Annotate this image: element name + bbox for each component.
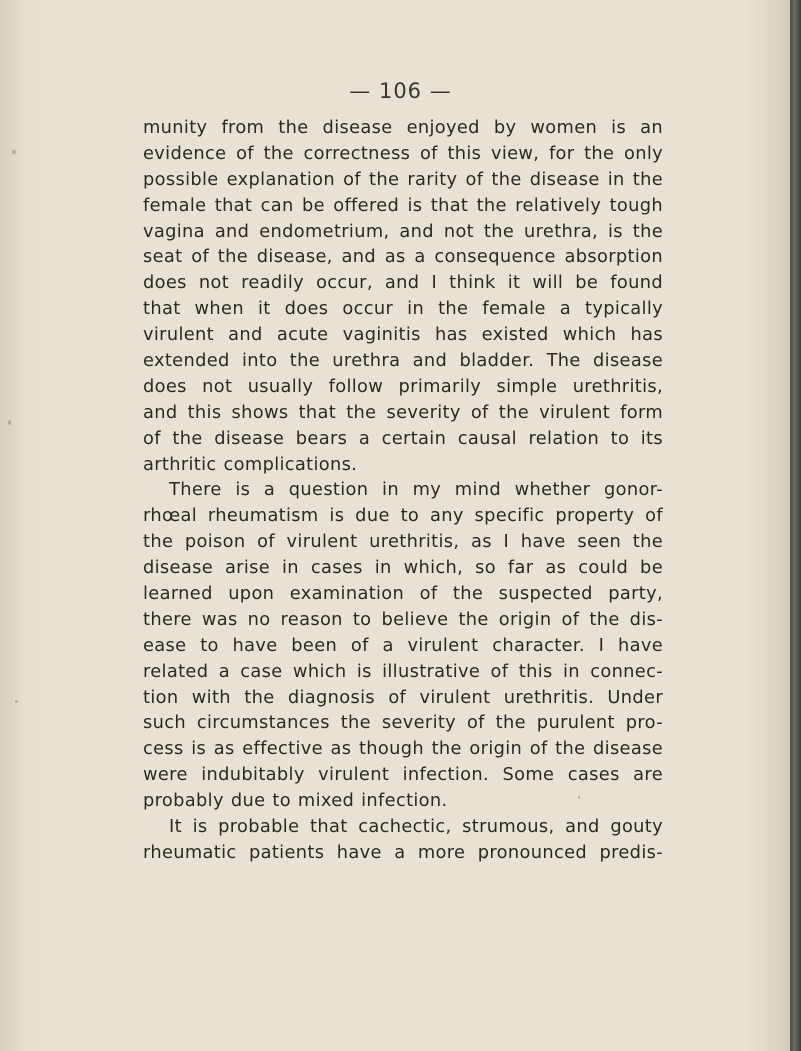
text-line: tion with the diagnosis of virulent urethritis. Under xyxy=(143,686,663,708)
text-line: does not usually follow primarily simple urethritis, xyxy=(143,375,663,397)
text-line-paragraph-start: There is a question in my mind whether gonor- xyxy=(169,479,663,501)
text-line: ease to have been of a virulent character. I have xyxy=(143,634,663,656)
text-line: the poison of virulent urethritis, as I have seen the xyxy=(143,531,663,553)
paper-speck xyxy=(12,150,16,154)
text-line: were indubitably virulent infection. Some cases are xyxy=(143,764,663,786)
text-line: female that can be offered is that the relatively tough xyxy=(143,194,663,216)
page-number: — 106 — xyxy=(349,79,452,103)
text-line-paragraph-end: arthritic complications. xyxy=(143,453,358,475)
text-line: related a case which is illustrative of this in connec- xyxy=(143,660,663,682)
page-left-edge xyxy=(0,0,22,1051)
text-line-paragraph-end: probably due to mixed infection. xyxy=(143,790,448,812)
text-line: does not readily occur, and I think it will be found xyxy=(143,272,663,294)
text-line: seat of the disease, and as a consequence absorption xyxy=(143,246,663,268)
text-line: virulent and acute vaginitis has existed which has xyxy=(143,324,663,346)
text-line: and this shows that the severity of the virulent form xyxy=(143,401,663,423)
text-line: rheumatic patients have a more pronounced predis- xyxy=(143,841,663,863)
text-line: extended into the urethra and bladder. The disease xyxy=(143,350,663,372)
text-line: that when it does occur in the female a typically xyxy=(143,298,663,320)
text-line: of the disease bears a certain causal relation to its xyxy=(143,427,663,449)
text-line: munity from the disease enjoyed by women is an xyxy=(143,117,663,138)
text-line: learned upon examination of the suspected party, xyxy=(143,583,663,605)
text-line: evidence of the correctness of this view, for the only xyxy=(143,142,663,164)
text-line: such circumstances the severity of the purulent pro- xyxy=(143,712,663,734)
paper-speck xyxy=(8,420,11,425)
text-line: rhœal rheumatism is due to any specific property of xyxy=(143,505,663,527)
text-line: vagina and endometrium, and not the urethra, is the xyxy=(143,220,663,242)
book-binding-edge xyxy=(790,0,801,1051)
text-line: possible explanation of the rarity of the disease in the xyxy=(143,168,663,190)
text-line: disease arise in cases in which, so far as could be xyxy=(143,557,663,579)
text-line: cess is as effective as though the origin of the disease xyxy=(143,738,663,760)
body-text xyxy=(143,115,663,866)
text-line: there was no reason to believe the origin of the dis- xyxy=(143,608,663,630)
paper-speck xyxy=(15,700,18,703)
text-line-paragraph-start: It is probable that cachectic, strumous, and gouty xyxy=(169,816,663,838)
